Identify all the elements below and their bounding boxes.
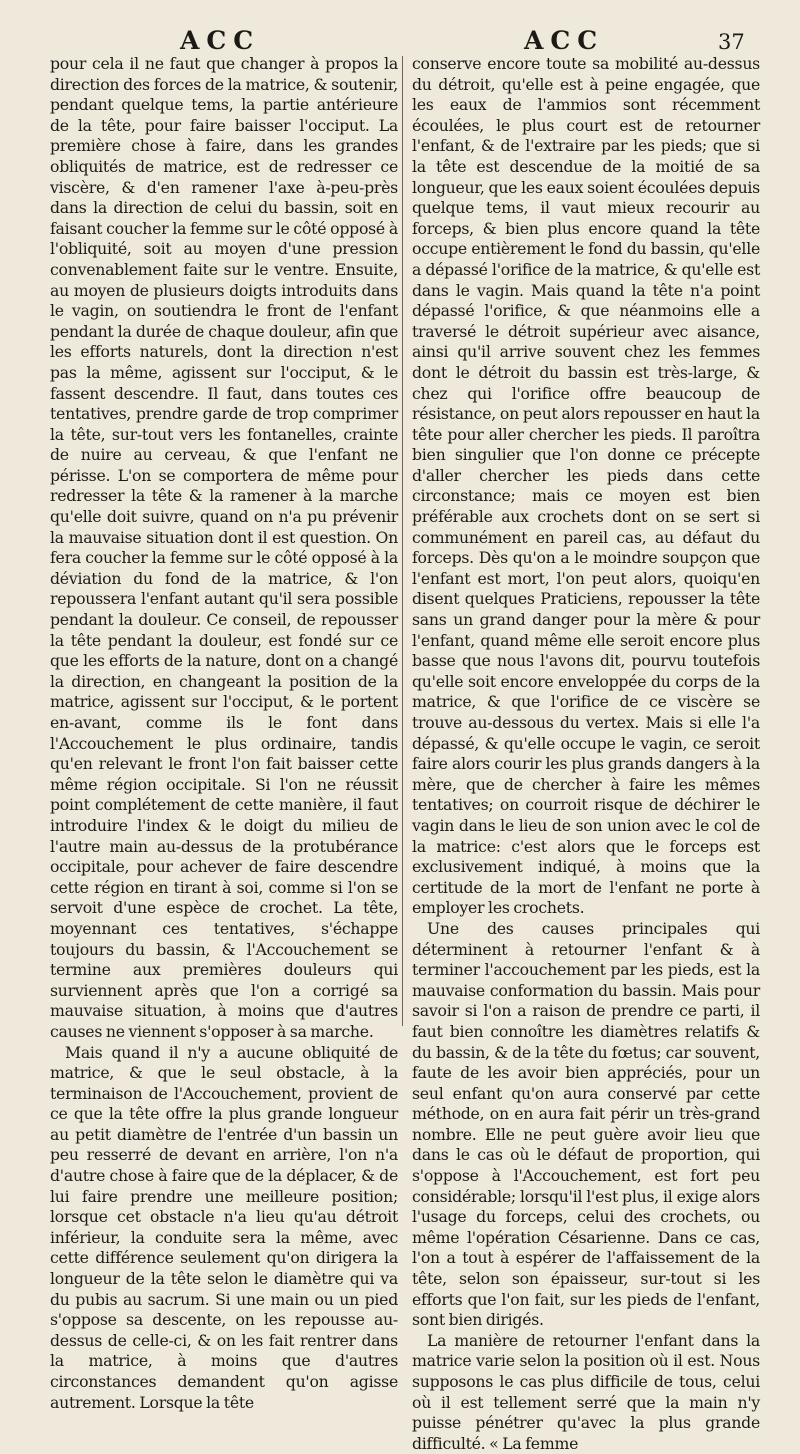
header-right-title: ACC [524, 26, 605, 55]
paragraph: La manière de retourner l'enfant dans la matrice varie selon la position où il est. Nous supposons le cas plus difficile de tous, celui où il est tellement serré que la main n'y puisse pénétrer qu'avec la plus grande difficulté. « La femme [412, 1330, 760, 1453]
right-column [412, 54, 760, 1454]
header-left-title: ACC [180, 26, 261, 55]
paragraph: Mais quand il n'y a aucune obliquité de matrice, & que le seul obstacle, à la terminaison de l'Accouchement, provient de ce que la tête offre la plus grande longueur au petit diamètre de l'entrée d'un bassin un peu resserré de devant en arrière, l'on n'a d'autre chose à faire que de la déplacer, & de lui faire prendre une meilleure position; lorsque cet obstacle n'a lieu qu'au détroit inférieur, la conduite sera la même, avec cette différence seulement qu'on dirigera la longueur de la tête selon le diamètre qui va du pubis au sacrum. Si une main ou un pied s'oppose sa descente, on les repousse au-dessus de celle-ci, & on les fait rentrer dans la matrice, à moins que d'autres circonstances demandent qu'on agisse autrement. Lorsque la tête [50, 1042, 398, 1412]
paragraph: pour cela il ne faut que changer à propos la direction des forces de la matrice, & soutenir, pendant quelque tems, la partie antérieure de la tête, pour faire baisser l'occiput. La première chose à faire, dans les grandes obliquités de matrice, est de redresser ce viscère, & d'en ramener l'axe à-peu-près dans la direction de celui du bassin, soit en faisant coucher la femme sur le côté opposé à l'obliquité, soit au moyen d'une pression convenablement faite sur le ventre. Ensuite, au moyen de plusieurs doigts introduits dans le vagin, on soutiendra le front de l'enfant pendant la durée de chaque douleur, afin que les efforts naturels, dont la direction n'est pas la même, agissent sur l'occiput, & le fassent descendre. Il faut, dans toutes ces tentatives, prendre garde de trop comprimer la tête, sur-tout vers les fontanelles, crainte de nuire au cerveau, & que l'enfant ne périsse. L'on se comportera de même pour redresser la tête & la ramener à la marche qu'elle doit suivre, quand on n'a pu prévenir la mauvaise situation dont il est question. On fera coucher la femme sur le côté opposé à la déviation du fond de la matrice, & l'on repoussera l'enfant autant qu'il sera possible pendant la douleur. Ce conseil, de repousser la tête pendant la douleur, est fondé sur ce que les efforts de la nature, dont on a changé la direction, en changeant la position de la matrice, agissent sur l'occiput, & le portent en-avant, comme ils le font dans l'Accouchement le plus ordinaire, tandis qu'en relevant le front l'on fait baisser cette même région occipitale. Si l'on ne réussit point complétement de cette manière, il faut introduire l'index & le doigt du milieu de l'autre main au-dessus de la protubérance occipitale, pour achever de faire descendre cette région en tirant à soi, comme si l'on se servoit d'une espèce de crochet. La tête, moyennant ces tentatives, s'échappe toujours du bassin, & l'Accouchement se termine aux premières douleurs qui surviennent après que l'on a corrigé sa mauvaise situation, à moins que d'autres causes ne viennent s'opposer à sa marche. [50, 54, 398, 1041]
running-header [0, 26, 800, 56]
paragraph: Une des causes principales qui déterminent à retourner l'enfant & à terminer l'accouchement par les pieds, est la mauvaise conformation du bassin. Mais pour savoir si l'on a raison de prendre ce parti, il faut bien connoître les diamètres relatifs & du bassin, & de la tête du fœtus; car souvent, faute de les avoir bien appréciés, pour un seul enfant qu'on aura conservé par cette méthode, on en aura fait périr un très-grand nombre. Elle ne peut guère avoir lieu que dans le cas où le défaut de proportion, qui s'oppose à l'Accouchement, est fort peu considérable; lorsqu'il l'est plus, il exige alors l'usage du forceps, celui des crochets, ou même l'opération Césarienne. Dans ce cas, l'on a tout à espérer de l'affaissement de la tête, selon son épaisseur, sur-tout si les efforts que l'on fait, sur les pieds de l'enfant, sont bien dirigés. [412, 918, 760, 1330]
left-column [50, 54, 398, 1413]
column-divider [402, 56, 403, 1026]
paragraph: conserve encore toute sa mobilité au-dessus du détroit, qu'elle est à peine engagée, que les eaux de l'ammios sont récemment écoulées, le plus court est de retourner l'enfant, & de l'extraire par les pieds; que si la tête est descendue de la moitié de sa longueur, que les eaux soient écoulées depuis quelque tems, il vaut mieux recourir au forceps, & bien plus encore quand la tête occupe entièrement le fond du bassin, qu'elle a dépassé l'orifice de la matrice, & qu'elle est dans le vagin. Mais quand la tête n'a point dépassé l'orifice, & que néanmoins elle a traversé le détroit supérieur avec aisance, ainsi qu'il arrive souvent chez les femmes dont le détroit du bassin est très-large, & chez qui l'orifice offre beaucoup de résistance, on peut alors repousser en haut la tête pour aller chercher les pieds. Il paroîtra bien singulier que l'on donne ce précepte d'aller chercher les pieds dans cette circonstance; mais ce moyen est bien préférable aux crochets dont on se sert si communément en pareil cas, au défaut du forceps. Dès qu'on a le moindre soupçon que l'enfant est mort, l'on peut alors, quoiqu'en disent quelques Praticiens, repousser la tête sans un grand danger pour la mère & pour l'enfant, quand même elle seroit encore plus basse que nous l'avons dit, pourvu toutefois qu'elle soit encore enveloppée du corps de la matrice, & que l'orifice de ce viscère se trouve au-dessous du vertex. Mais si elle l'a dépassé, & qu'elle occupe le vagin, ce seroit faire alors courir les plus grands dangers à la mère, que de chercher à faire les mêmes tentatives; on courroit risque de déchirer le vagin dans le lieu de son union avec le col de la matrice: c'est alors que le forceps est exclusivement indiqué, à moins que la certitude de la mort de l'enfant ne porte à employer les crochets. [412, 54, 760, 918]
page-number: 37 [718, 30, 745, 54]
